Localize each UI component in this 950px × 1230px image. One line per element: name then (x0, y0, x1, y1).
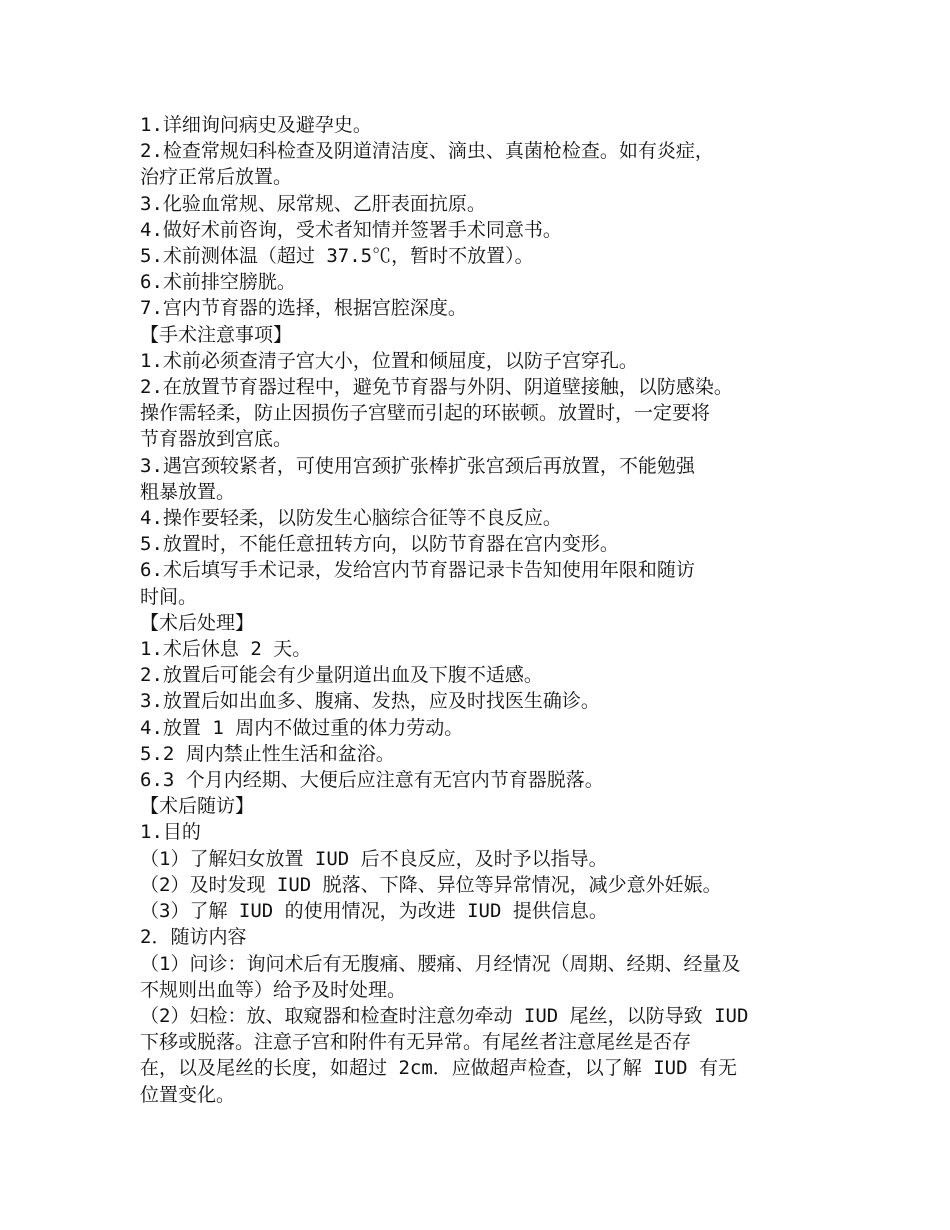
text-line: 节育器放到宫底。 (140, 428, 293, 451)
text-line: 1.详细询问病史及避孕史。 (140, 114, 372, 136)
text-line: （1）问诊：询问术后有无腹痛、腰痛、月经情况（周期、经期、经量及 (140, 952, 741, 975)
text-line: 5.2 周内禁止性生活和盆浴。 (140, 742, 395, 765)
text-line: 7.宫内节育器的选择，根据宫腔深度。 (140, 297, 467, 320)
text-line: 下移或脱落。注意子宫和附件有无异常。有尾丝者注意尾丝是否存 (140, 1031, 692, 1054)
text-line: 不规则出血等）给予及时处理。 (140, 978, 407, 1001)
document-body (140, 112, 820, 1108)
text-line: 在，以及尾丝的长度，如超过 2cm．应做超声检查，以了解 IUD 有无 (140, 1057, 737, 1080)
text-line: 6.术前排空膀胱。 (140, 271, 296, 294)
text-line: 5.术前测体温（超过 37.5℃，暂时不放置）。 (140, 245, 534, 268)
section-heading-followup: 【术后随访】 (140, 795, 255, 818)
text-line: 3.化验血常规、尿常规、乙肝表面抗原。 (140, 192, 486, 215)
text-line: 2．随访内容 (140, 926, 247, 949)
text-line: （3）了解 IUD 的使用情况，为改进 IUD 提供信息。 (140, 900, 608, 923)
text-line: 2.检查常规妇科检查及阴道清洁度、滴虫、真菌枪检查。如有炎症， (140, 140, 714, 163)
text-line: 位置变化。 (140, 1083, 236, 1106)
text-line: 2.在放置节育器过程中，避免节育器与外阴、阴道壁接触，以防感染。 (140, 376, 733, 399)
text-line: 4.操作要轻柔，以防发生心脑综合征等不良反应。 (140, 507, 562, 530)
text-line: 粗暴放置。 (140, 480, 236, 503)
text-line: 操作需轻柔，防止因损伤子宫壁而引起的环嵌顿。放置时，一定要将 (140, 402, 711, 425)
text-line: 1.术后休息 2 天。 (140, 638, 312, 661)
text-line: 1.目的 (140, 821, 201, 844)
text-line: 1.术前必须查清子宫大小，位置和倾屈度，以防子宫穿孔。 (140, 349, 638, 372)
text-line: 5.放置时，不能任意扭转方向，以防节育器在宫内变形。 (140, 533, 619, 556)
section-heading-postop-care: 【术后处理】 (140, 611, 255, 634)
text-line: 时间。 (140, 585, 198, 608)
text-line: 4.做好术前咨询，受术者知情并签署手术同意书。 (140, 218, 562, 241)
section-heading-surgery-notes: 【手术注意事项】 (140, 323, 293, 346)
text-line: 6.3 个月内经期、大便后应注意有无宫内节育器脱落。 (140, 769, 604, 792)
text-line: 3.遇宫颈较紧者，可使用宫颈扩张棒扩张宫颈后再放置，不能勉强 (140, 454, 695, 477)
text-line: 6.术后填写手术记录，发给宫内节育器记录卡告知使用年限和随访 (140, 559, 695, 582)
text-line: 2.放置后可能会有少量阴道出血及下腹不适感。 (140, 664, 543, 687)
text-line: 4.放置 1 周内不做过重的体力劳动。 (140, 716, 464, 739)
text-line: （2）妇检：放、取窥器和检查时注意勿牵动 IUD 尾丝，以防导致 IUD (140, 1004, 749, 1027)
text-line: （2）及时发现 IUD 脱落、下降、异位等异常情况，减少意外妊娠。 (140, 873, 722, 896)
text-line: 3.放置后如出血多、腹痛、发热，应及时找医生确诊。 (140, 690, 600, 713)
text-line: 治疗正常后放置。 (140, 166, 293, 189)
text-line: （1）了解妇女放置 IUD 后不良反应，及时予以指导。 (140, 847, 608, 870)
